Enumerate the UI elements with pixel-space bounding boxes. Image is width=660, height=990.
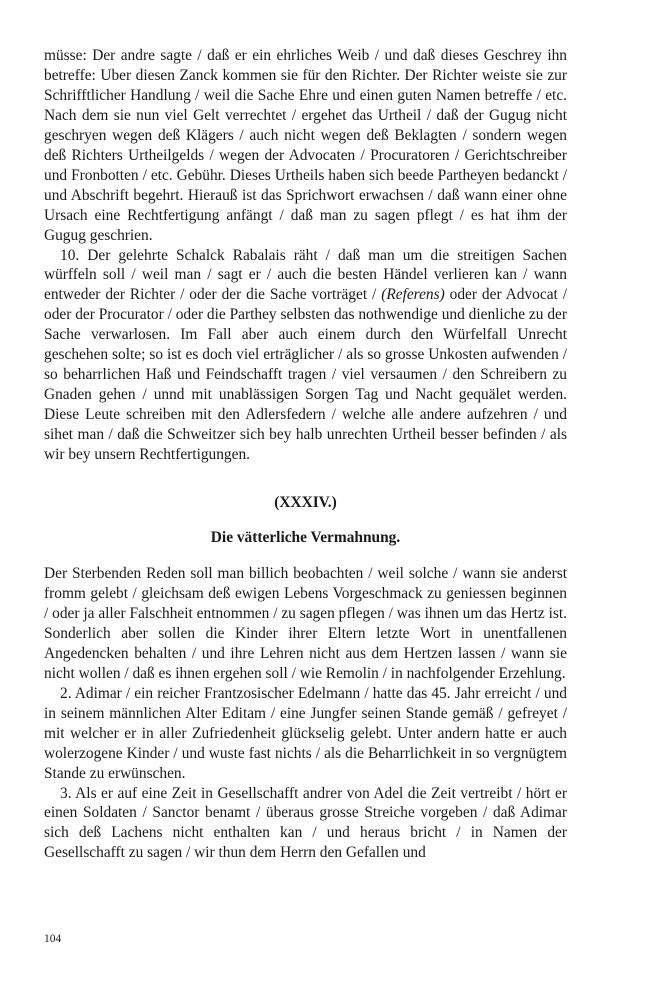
- paragraph-rabalais-dice: [44, 246, 567, 465]
- paragraph-rabalais-italic-referens: (Referens): [381, 286, 445, 304]
- paragraph-dying-words: Der Sterbenden Reden soll man billich beobachten / weil solche / wann sie anderst fromm gelebt / gleichsam deß ewigen Lebens Vorgeschmack zu geniessen beginnen / oder ja aller Falschheit entnommen / zu sagen pflegen / was ihnen um das Hertz ist. Sonderlich aber sollen die Kinder ihrer Eltern letzte Wort in unentfallenen Angedencken behalten / und ihre Lehren nicht aus dem Hertzen lassen / wann sie nicht wollen / daß es ihnen ergehen soll / wie Remolin / in nachfolgender Erzehlung.: [44, 565, 567, 682]
- paragraph-sanctor: 3. Als er auf eine Zeit in Gesellschafft andrer von Adel die Zeit vertreibt / hört er einen Soldaten / Sanctor benamt / überaus grosse Streiche vorgeben / daß Adimar sich deß Lachens nicht enthalten kan / und heraus bricht / in Namen der Gesellschafft zu sagen / wir thun dem Herrn den Gefallen und: [44, 784, 567, 862]
- paragraph-rabalais-text-after: oder der Advocat / oder der Procurator / oder die Parthey selbsten das nothwendige und dienliche zu der Sache verwarlosen. Im Fall aber auch einem durch den Würfelfall Unrecht geschehen solte; so ist es doch viel erträglicher / als so grosse Unkosten aufwenden / so beharrlichen Haß und Feindschafft tragen / viel versaumen / den Schreibern zu Gnaden gehen / unnd mit unablässigen Sorgen Tag und Nacht gequälet werden. Diese Leute schreiben mit den Adlersfedern / welche alle andere aufzehren / und sihet man / daß die Schweitzer sich bey halb unrechten Urtheil besser befinden / als wir bey unsern Rechtfertigungen.: [44, 286, 567, 464]
- page-number: 104: [44, 933, 62, 945]
- paragraph-adimar: 2. Adimar / ein reicher Frantzosischer Edelmann / hatte das 45. Jahr erreicht / und in seinem männlichen Alter Editam / eine Jungfer seinen Stande gemäß / gefreyet / mit welcher er in aller Zufriedenheit glückselig gelebt. Unter andern hatte er auch wolerzogene Kinder / und wuste fast nichts / als die Beharrlichkeit in so vergnügtem Stande zu erwünschen.: [44, 684, 567, 782]
- section-number: (XXXIV.): [274, 494, 337, 512]
- paragraph-rabalais-text-before: 10. Der gelehrte Schalck Rabalais räht / daß man um die streitigen Sachen würffeln soll / weil man / sagt er / auch die besten Händel verlieren kan / wann entweder der Richter / oder der die Sache vorträget /: [44, 246, 567, 304]
- section-title: Die vätterliche Vermahnung.: [210, 529, 401, 547]
- book-page: [44, 46, 567, 863]
- paragraph-gugug-judgment: müsse: Der andre sagte / daß er ein ehrliches Weib / und daß dieses Geschrey ihn betreffe: Uber diesen Zanck kommen sie für den Richter. Der Richter weiste sie zur Schrifftlicher Handlung / weil die Sache Ehre und einen guten Namen betreffe / etc. Nach dem sie nun viel Gelt verrechtet / ergehet das Urtheil / daß der Gugug nicht geschryen wegen deß Klägers / auch nicht wegen deß Beklagten / sondern wegen deß Richters Urtheilgelds / wegen der Advocaten / Procuratoren / Gerichtschreiber und Fronbotten / etc. Gebühr. Dieses Urtheils haben sich beede Partheyen bedanckt / und Abschrift begehrt. Hierauß ist das Sprichwort erwachsen / daß wann einer ohne Ursach eine Rechtfertigung anfängt / daß man zu sagen pflegt / es hat ihm der Gugug geschrien.: [44, 47, 567, 244]
